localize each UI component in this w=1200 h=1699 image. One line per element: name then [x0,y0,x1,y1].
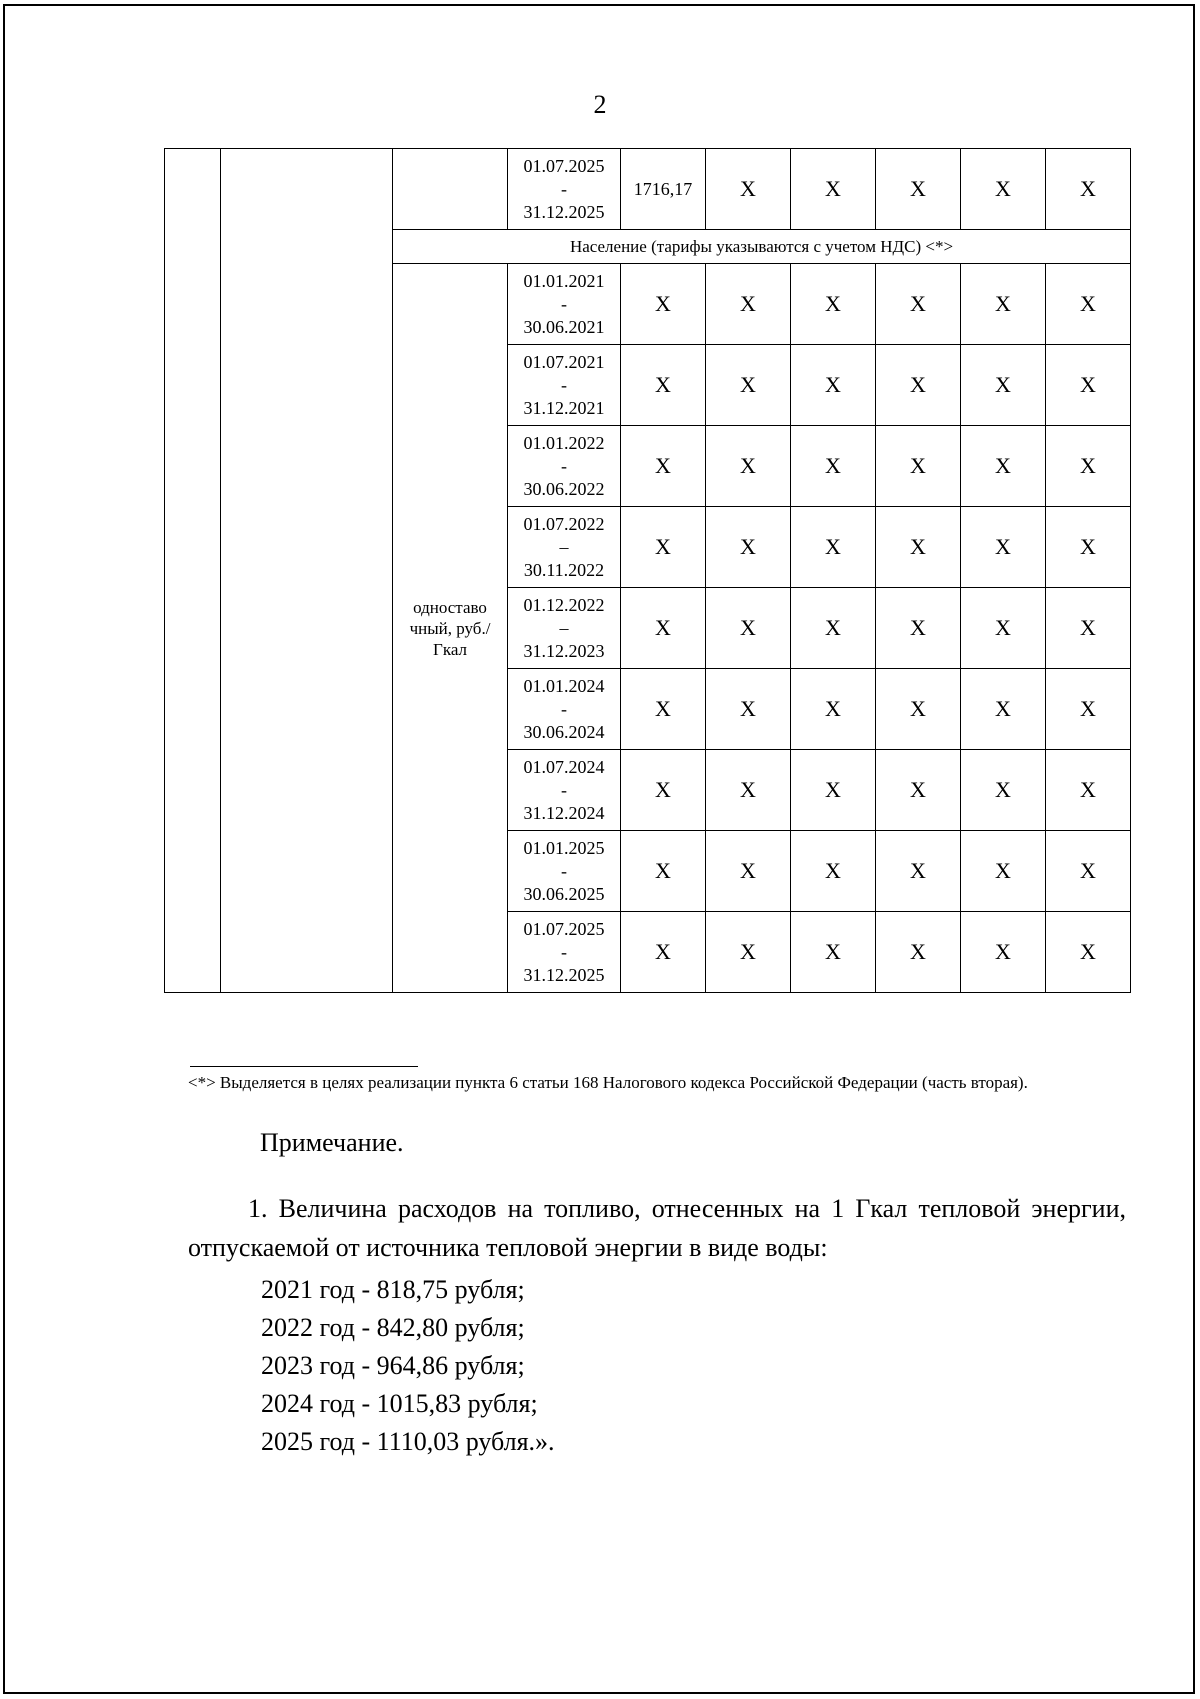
x-cell: X [961,831,1046,912]
x-cell: X [876,750,961,831]
period-cell [508,507,621,588]
fuel-cost-item: 2023 год - 964,86 рубля; [261,1351,525,1380]
x-cell: X [791,149,876,230]
x-cell: X [706,831,791,912]
period-start: 01.01.2021 [523,270,605,291]
x-cell: X [1046,669,1131,750]
fuel-cost-item: 2022 год - 842,80 рубля; [261,1313,525,1342]
tariff-table [164,148,1131,993]
period-separator: – [559,617,569,638]
x-cell: X [1046,750,1131,831]
x-cell: X [791,669,876,750]
x-cell: X [706,345,791,426]
period-end: 31.12.2024 [523,802,605,823]
x-cell: X [621,345,706,426]
period-start: 01.01.2025 [523,837,605,858]
x-cell: X [621,831,706,912]
period-cell [508,750,621,831]
period-separator: - [561,178,567,199]
x-cell: X [706,426,791,507]
x-cell: X [1046,345,1131,426]
x-cell: X [706,264,791,345]
period-cell [508,831,621,912]
x-cell: X [706,750,791,831]
x-cell: X [1046,912,1131,993]
page-number: 2 [593,90,607,119]
x-cell: X [961,426,1046,507]
period-end: 31.12.2021 [523,397,605,418]
period-start: 01.01.2022 [523,432,605,453]
x-cell: X [791,345,876,426]
x-cell: X [791,588,876,669]
x-cell: X [876,912,961,993]
x-cell: X [621,669,706,750]
x-cell: X [1046,149,1131,230]
x-cell: X [876,669,961,750]
note-paragraph: 1. Величина расходов на топливо, отнесенных на 1 Гкал тепловой энергии, отпускаемой от источника тепловой энергии в виде воды: [188,1194,1126,1262]
x-cell: X [876,264,961,345]
period-start: 01.12.2022 [523,594,605,615]
fuel-cost-list [261,1271,555,1461]
x-cell: X [961,345,1046,426]
period-end: 31.12.2025 [523,201,605,222]
x-cell: X [961,264,1046,345]
x-cell: X [621,588,706,669]
period-start: 01.07.2025 [523,918,605,939]
x-cell: X [876,426,961,507]
period-separator: - [561,779,567,800]
x-cell: X [621,426,706,507]
x-cell: X [876,149,961,230]
x-cell: X [621,507,706,588]
x-cell: X [961,669,1046,750]
x-cell: X [621,264,706,345]
x-cell: X [791,426,876,507]
x-cell: X [876,507,961,588]
period-start: 01.01.2024 [523,675,605,696]
fuel-cost-item: 2025 год - 1110,03 рубля.». [261,1427,555,1456]
period-start: 01.07.2025 [523,155,605,176]
x-cell: X [876,345,961,426]
table-row [165,149,1131,230]
period-cell [508,426,621,507]
x-cell: X [1046,264,1131,345]
population-header: Население (тарифы указываются с учетом НДС) <*> [393,230,1131,264]
period-cell [508,149,621,230]
period-end: 31.12.2025 [523,964,605,985]
x-cell: X [961,588,1046,669]
price-cell: 1716,17 [621,149,706,230]
period-separator: - [561,455,567,476]
period-start: 01.07.2021 [523,351,605,372]
x-cell: X [621,750,706,831]
period-end: 30.06.2024 [523,721,605,742]
x-cell: X [706,912,791,993]
period-separator: - [561,374,567,395]
tariff-type-cell: одноставо чный, руб./Гкал [393,264,508,993]
period-cell [508,912,621,993]
period-end: 31.12.2023 [523,640,605,661]
period-start: 01.07.2022 [523,513,605,534]
x-cell: X [876,588,961,669]
period-cell [508,345,621,426]
x-cell: X [791,264,876,345]
period-end: 30.11.2022 [523,559,605,580]
period-cell [508,588,621,669]
period-end: 30.06.2022 [523,478,605,499]
fuel-cost-item: 2021 год - 818,75 рубля; [261,1275,525,1304]
blank-cell-3 [393,149,508,230]
x-cell: X [961,912,1046,993]
x-cell: X [706,588,791,669]
period-end: 30.06.2025 [523,883,605,904]
x-cell: X [1046,831,1131,912]
period-cell [508,669,621,750]
footnote: <*> Выделяется в целях реализации пункта 6 статьи 168 Налогового кодекса Российской Федерации (часть вторая). [188,1073,1028,1092]
period-cell [508,264,621,345]
x-cell: X [876,831,961,912]
footnote-rule [190,1066,418,1067]
period-separator: - [561,698,567,719]
blank-cell-1 [165,149,221,993]
x-cell: X [1046,588,1131,669]
x-cell: X [961,750,1046,831]
x-cell: X [961,149,1046,230]
x-cell: X [1046,507,1131,588]
x-cell: X [961,507,1046,588]
x-cell: X [791,507,876,588]
x-cell: X [791,831,876,912]
period-separator: - [561,941,567,962]
period-end: 30.06.2021 [523,316,605,337]
x-cell: X [1046,426,1131,507]
period-separator: – [559,536,569,557]
x-cell: X [706,507,791,588]
fuel-cost-item: 2024 год - 1015,83 рубля; [261,1389,538,1418]
period-start: 01.07.2024 [523,756,605,777]
period-separator: - [561,293,567,314]
blank-cell-2 [221,149,393,993]
period-separator: - [561,860,567,881]
x-cell: X [791,912,876,993]
note-title: Примечание. [260,1128,404,1157]
x-cell: X [706,149,791,230]
x-cell: X [706,669,791,750]
x-cell: X [791,750,876,831]
x-cell: X [621,912,706,993]
